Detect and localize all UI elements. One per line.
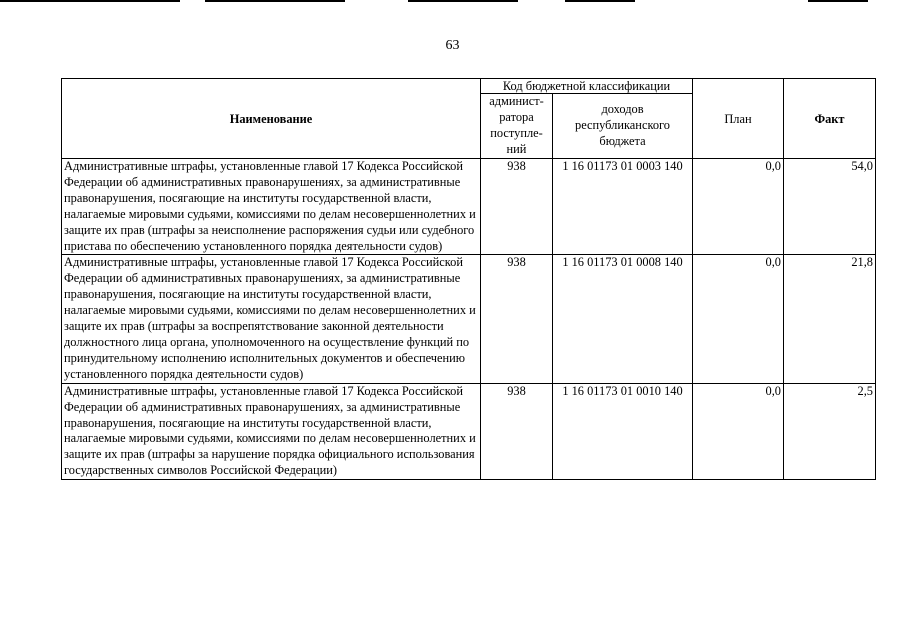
row-plan: 0,0: [693, 383, 784, 479]
table-row: [62, 383, 876, 479]
header-admin: админист-ратора поступле-ний: [481, 94, 553, 159]
header-code-group: Код бюджетной классификации: [481, 79, 693, 94]
edge-mark: [0, 0, 180, 2]
table-row: [62, 255, 876, 383]
edge-mark: [205, 0, 345, 2]
row-fact: 54,0: [784, 159, 876, 255]
row-admin-code: 938: [481, 255, 553, 383]
previous-page-edge-marks: [0, 0, 905, 4]
budget-revenue-table: [61, 78, 876, 480]
header-plan: План: [693, 79, 784, 159]
header-revenue: доходов республиканского бюджета: [553, 94, 693, 159]
page-number: 63: [445, 38, 460, 53]
header-fact: Факт: [784, 79, 876, 159]
row-revenue-code: 1 16 01173 01 0003 140: [553, 159, 693, 255]
row-name: Административные штрафы, установленные главой 17 Кодекса Российской Федерации об административных правонарушениях, за административные правонарушения, посягающие на институты государственной власти, налагаемые мировыми судьями, комиссиями по делам несовершеннолетних и защите их прав (штрафы за нарушение порядка официального использования государственных символов Российской Федерации): [62, 383, 481, 479]
row-plan: 0,0: [693, 255, 784, 383]
row-revenue-code: 1 16 01173 01 0008 140: [553, 255, 693, 383]
row-fact: 2,5: [784, 383, 876, 479]
row-name: Административные штрафы, установленные главой 17 Кодекса Российской Федерации об административных правонарушениях, за административные правонарушения, посягающие на институты государственной власти, налагаемые мировыми судьями, комиссиями по делам несовершеннолетних и защите их прав (штрафы за воспрепятствование законной деятельности должностного лица органа, уполномоченного на осуществление функций по принудительному исполнению исполнительных документов и обеспечению установленного порядка деятельности судов): [62, 255, 481, 383]
table-row: [62, 159, 876, 255]
row-name: Административные штрафы, установленные главой 17 Кодекса Российской Федерации об административных правонарушениях, за административные правонарушения, посягающие на институты государственной власти, налагаемые мировыми судьями, комиссиями по делам несовершеннолетних и защите их прав (штрафы за неисполнение распоряжения судьи или судебного пристава по обеспечению установленного порядка деятельности судов): [62, 159, 481, 255]
header-name: Наименование: [62, 79, 481, 159]
edge-mark: [808, 0, 868, 2]
row-admin-code: 938: [481, 383, 553, 479]
edge-mark: [565, 0, 635, 2]
row-admin-code: 938: [481, 159, 553, 255]
row-revenue-code: 1 16 01173 01 0010 140: [553, 383, 693, 479]
edge-mark: [408, 0, 518, 2]
row-fact: 21,8: [784, 255, 876, 383]
row-plan: 0,0: [693, 159, 784, 255]
